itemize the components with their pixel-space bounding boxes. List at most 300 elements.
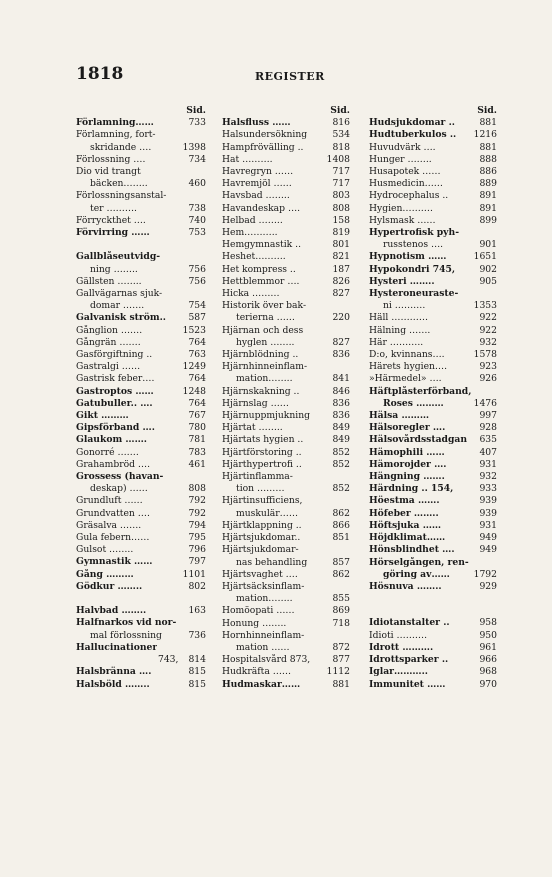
index-page-ref: 905 <box>479 275 497 287</box>
index-page-ref: 815 <box>188 678 206 690</box>
index-term: Häftplåsterförband, <box>369 385 472 397</box>
index-page-ref: 949 <box>479 544 497 556</box>
index-term: Halsböld …….. <box>76 678 150 690</box>
index-page-ref: 763 <box>188 349 206 361</box>
index-entry <box>369 666 497 678</box>
index-page-ref: 1248 <box>182 385 206 397</box>
index-entry <box>76 178 206 190</box>
index-page-ref: 881 <box>332 678 350 690</box>
index-page-ref: 932 <box>479 471 497 483</box>
index-term: Förlamning…… <box>76 117 154 129</box>
index-entry <box>76 581 206 593</box>
index-page-ref: 1249 <box>182 361 206 373</box>
index-entry <box>222 459 350 471</box>
index-page-ref: 827 <box>332 288 350 300</box>
index-entry <box>369 447 497 459</box>
index-entry <box>369 557 497 569</box>
index-term: Förryckthet …. <box>76 214 146 226</box>
index-term: Havsbad …….. <box>222 190 290 202</box>
index-term: D:o, kvinnans…. <box>369 349 445 361</box>
index-page-ref: 1216 <box>473 129 497 141</box>
index-entry <box>222 300 350 312</box>
index-entry <box>76 605 206 617</box>
index-term: Hospitalsvård 873, <box>222 654 311 666</box>
index-page-ref: 1112 <box>326 666 350 678</box>
index-entry <box>222 532 350 544</box>
index-term: Grahambröd …. <box>76 458 151 470</box>
index-term: Höestma ……. <box>369 495 440 507</box>
index-entry <box>222 190 350 202</box>
index-page-ref: 1792 <box>473 568 497 580</box>
index-term: Härets hygien…. <box>369 361 448 373</box>
index-term: Hjärnblödning .. <box>222 349 299 361</box>
index-entry <box>222 569 350 581</box>
index-term: Gällsten …….. <box>76 275 142 287</box>
index-page-ref: 877 <box>332 654 350 666</box>
index-entry <box>76 300 206 312</box>
index-term: Häll ………… <box>369 312 429 324</box>
index-page-ref: 922 <box>479 324 497 336</box>
index-entry <box>222 422 350 434</box>
index-page-ref: 866 <box>332 519 350 531</box>
index-entry <box>369 654 497 666</box>
index-term: Gång ……… <box>76 568 134 580</box>
index-term: Hjärtinsufficiens, <box>222 495 303 507</box>
index-entry <box>369 471 497 483</box>
index-entry <box>222 227 350 239</box>
index-entry <box>222 544 350 556</box>
index-page-ref: 1476 <box>473 397 497 409</box>
column-header: Sid. <box>186 105 206 116</box>
index-page-ref: 764 <box>188 373 206 385</box>
index-entry <box>369 361 497 373</box>
index-term: Idiotanstalter .. <box>369 617 450 629</box>
column-header: Sid. <box>330 105 350 116</box>
index-term: Idioti ………. <box>369 629 428 641</box>
index-page-ref: 836 <box>332 397 350 409</box>
index-term: Gulsot …….. <box>76 544 134 556</box>
index-entry <box>76 264 206 276</box>
index-term: ni ………. <box>383 300 426 312</box>
index-page-ref: 997 <box>479 410 497 422</box>
index-term: Hydrocephalus .. <box>369 190 449 202</box>
index-page-ref: 862 <box>332 507 350 519</box>
index-entry <box>222 434 350 446</box>
index-term: Gasförgiftning .. <box>76 349 153 361</box>
index-page-ref: 158 <box>332 214 350 226</box>
index-entry <box>76 398 206 410</box>
index-entry <box>76 337 206 349</box>
index-term: Hälsa ……… <box>369 410 430 422</box>
index-page-ref: 792 <box>188 495 206 507</box>
index-term: Halsbränna …. <box>76 666 152 678</box>
entry-list <box>76 117 206 691</box>
index-page-ref: 736 <box>188 629 206 641</box>
index-term: Roses ……… <box>383 397 444 409</box>
index-term: Idrottsparker .. <box>369 654 449 666</box>
index-entry <box>76 471 206 483</box>
index-entry <box>222 386 350 398</box>
index-term: mal förlossning <box>90 629 162 641</box>
index-page-ref: 814 <box>188 654 206 666</box>
index-term: Hjärnslag …… <box>222 397 289 409</box>
section-gap <box>76 593 206 605</box>
index-entry <box>76 483 206 495</box>
index-term: Härdning .. 154, <box>369 483 454 495</box>
index-entry <box>76 227 206 239</box>
index-page-ref: 756 <box>188 275 206 287</box>
index-term: Gödkur …….. <box>76 580 143 592</box>
index-entry <box>76 117 206 129</box>
index-entry <box>222 483 350 495</box>
index-entry <box>76 617 206 629</box>
index-entry <box>222 398 350 410</box>
index-term: Huvudvärk …. <box>369 141 436 153</box>
index-entry <box>369 215 497 227</box>
index-column-2 <box>222 105 350 691</box>
index-term: Hämophili …… <box>369 446 445 458</box>
index-entry <box>369 544 497 556</box>
index-term: Hörselgången, ren- <box>369 556 469 568</box>
index-term: Hjärtsjukdomar- <box>222 544 299 556</box>
index-entry <box>369 495 497 507</box>
index-entry <box>369 386 497 398</box>
index-entry <box>76 532 206 544</box>
index-entry <box>369 508 497 520</box>
index-page-ref: 717 <box>332 166 350 177</box>
index-term: deskap) …… <box>90 483 148 495</box>
index-entry <box>222 264 350 276</box>
index-entry <box>222 337 350 349</box>
index-entry <box>369 422 497 434</box>
index-term: Hjärthypertrofi .. <box>222 458 302 470</box>
index-term: Hjärtat …….. <box>222 422 283 434</box>
index-page-ref: 460 <box>188 178 206 190</box>
index-column-3 <box>369 105 497 691</box>
index-entry <box>369 300 497 312</box>
index-page-ref: 899 <box>479 214 497 226</box>
index-page-ref: 849 <box>332 422 350 434</box>
index-entry <box>222 520 350 532</box>
index-page-ref: 857 <box>332 556 350 568</box>
index-term: Dio vid trangt <box>76 166 141 177</box>
index-term: Gallvägarnas sjuk- <box>76 288 163 300</box>
index-term: Gatubuller.. …. <box>76 397 153 409</box>
index-entry <box>222 593 350 605</box>
index-term: ning …….. <box>90 263 138 275</box>
index-page-ref: 818 <box>332 141 350 153</box>
index-entry <box>369 264 497 276</box>
index-page-ref: 803 <box>332 190 350 202</box>
index-page-ref: 891 <box>479 202 497 214</box>
index-term: mation…….. <box>236 373 293 385</box>
index-term: ter ………. <box>90 202 137 214</box>
index-page-ref: 1651 <box>473 251 497 263</box>
index-page-ref: 933 <box>479 483 497 495</box>
column-header: Sid. <box>477 105 497 116</box>
index-term: Förlossningsanstal- <box>76 190 167 202</box>
index-entry <box>76 642 206 654</box>
index-term: Hicka ……… <box>222 288 280 300</box>
index-entry <box>76 325 206 337</box>
index-page-ref: 928 <box>479 422 497 434</box>
index-page-ref: 869 <box>332 605 350 617</box>
entry-list <box>222 117 350 691</box>
index-entry <box>222 630 350 642</box>
index-page-ref: 852 <box>332 483 350 495</box>
index-term: Hjärnan och dess <box>222 324 304 336</box>
index-term: Gula febern…… <box>76 532 150 544</box>
index-page-ref: 1353 <box>473 300 497 312</box>
index-entry <box>222 654 350 666</box>
index-term: Husmedicin…… <box>369 178 443 190</box>
index-term: Höjdklimat…… <box>369 532 446 544</box>
index-term: Hämorojder …. <box>369 458 447 470</box>
index-entry <box>369 520 497 532</box>
index-entry <box>222 605 350 617</box>
index-entry <box>222 215 350 227</box>
index-term: Hjärtinflamma- <box>222 471 293 483</box>
index-term: Hjärtklappning .. <box>222 519 302 531</box>
index-page-ref: 922 <box>479 312 497 324</box>
index-term: Hönsblindhet …. <box>369 544 455 556</box>
index-page-ref: 794 <box>188 519 206 531</box>
index-term: Havremjöl …… <box>222 178 292 190</box>
index-term: Hälsoregler …. <box>369 422 446 434</box>
index-entry <box>76 129 206 141</box>
index-entry <box>369 190 497 202</box>
index-entry <box>369 203 497 215</box>
index-entry <box>369 410 497 422</box>
index-page-ref: 827 <box>332 336 350 348</box>
index-term: nas behandling <box>236 556 308 568</box>
index-entry <box>369 239 497 251</box>
index-entry <box>222 203 350 215</box>
index-term: Gikt ……… <box>76 410 129 422</box>
page-number: 1818 <box>76 64 124 84</box>
index-entry <box>222 666 350 678</box>
index-term: terierna …… <box>236 312 295 324</box>
index-term: Hjärtförstoring .. <box>222 446 302 458</box>
index-entry <box>369 617 497 629</box>
index-term: Halvbad …….. <box>76 605 147 617</box>
index-term: Hängning ……. <box>369 471 445 483</box>
index-page-ref: 738 <box>188 202 206 214</box>
index-entry <box>369 581 497 593</box>
index-term: Hudkräfta …… <box>222 666 292 678</box>
index-term: Grundvatten …. <box>76 507 150 519</box>
index-entry <box>76 288 206 300</box>
index-term: Hornhinneinflam- <box>222 629 305 641</box>
index-term: Höftsjuka …… <box>369 519 442 531</box>
index-page-ref: 931 <box>479 458 497 470</box>
index-term: Hjärtsäcksinflam- <box>222 580 305 592</box>
index-entry <box>76 386 206 398</box>
index-term: Hallucinationer <box>76 641 158 653</box>
index-term: bäcken…….. <box>90 178 148 190</box>
index-term: Gallblåseutvidg- <box>76 251 161 263</box>
index-page-ref: 872 <box>332 641 350 653</box>
index-column-1 <box>76 105 206 691</box>
index-term: mation …… <box>236 641 290 653</box>
index-term: Historik över bak- <box>222 300 307 312</box>
index-term: Halsundersökning <box>222 129 308 141</box>
index-term: Hudtuberkulos .. <box>369 129 457 141</box>
index-term: Gastralgi …… <box>76 361 141 373</box>
index-term: Gymnastik …… <box>76 556 153 568</box>
index-page-ref: 796 <box>188 544 206 556</box>
index-page-ref: 163 <box>188 605 206 617</box>
index-entry <box>369 325 497 337</box>
index-entry <box>76 495 206 507</box>
index-term: Idrott ………. <box>369 641 434 653</box>
index-entry <box>369 312 497 324</box>
index-term: Hjärnskakning .. <box>222 385 300 397</box>
index-term: Hälning ……. <box>369 324 431 336</box>
index-entry <box>76 142 206 154</box>
index-page-ref: 929 <box>479 580 497 592</box>
index-entry <box>76 203 206 215</box>
index-page-ref: 797 <box>188 556 206 568</box>
index-page-ref: 886 <box>479 166 497 177</box>
index-term: Hjärtsvaghet …. <box>222 568 298 580</box>
index-term: Hysteroneuraste- <box>369 288 459 300</box>
index-term: Hälsovårdsstadgan <box>369 434 468 446</box>
index-page-ref: 968 <box>479 666 497 678</box>
index-term: Halfnarkos vid nor- <box>76 617 177 629</box>
index-term: Gastrisk feber…. <box>76 373 155 385</box>
index-page-ref: 862 <box>332 568 350 580</box>
index-entry <box>369 398 497 410</box>
index-entry <box>222 129 350 141</box>
index-page-ref: 1523 <box>182 324 206 336</box>
index-entry <box>222 178 350 190</box>
index-page-ref: 461 <box>188 458 206 470</box>
index-page-ref: 587 <box>188 312 206 324</box>
index-page-ref: 852 <box>332 458 350 470</box>
index-page-ref: 961 <box>479 641 497 653</box>
index-entry <box>222 447 350 459</box>
index-term: Hjärtats hygien .. <box>222 434 304 446</box>
index-page-ref: 949 <box>479 532 497 544</box>
index-term: domar ……. <box>90 300 145 312</box>
index-page-ref: 808 <box>188 483 206 495</box>
index-entry <box>76 410 206 422</box>
index-entry <box>369 483 497 495</box>
index-page-ref: 923 <box>479 361 497 373</box>
index-page-ref: 950 <box>479 629 497 641</box>
index-term: Het kompress .. <box>222 263 296 275</box>
index-entry <box>222 276 350 288</box>
index-page-ref: 764 <box>188 336 206 348</box>
index-term: russtenos …. <box>383 239 444 251</box>
index-page-ref: 891 <box>479 190 497 202</box>
index-page-ref: 902 <box>479 263 497 275</box>
index-page-ref: 808 <box>332 202 350 214</box>
index-entry <box>222 361 350 373</box>
index-term: Hunger …….. <box>369 153 432 165</box>
index-entry <box>76 556 206 568</box>
index-entry <box>76 630 206 642</box>
index-term: Husapotek …… <box>369 166 441 177</box>
index-entry <box>369 373 497 385</box>
index-page-ref: 846 <box>332 385 350 397</box>
index-term: Havandeskap …. <box>222 202 301 214</box>
index-term: Hampfrövälling .. <box>222 141 304 153</box>
index-term: Glaukom ……. <box>76 434 147 446</box>
index-term: Hjärnuppmjukning <box>222 410 311 422</box>
index-entry <box>369 166 497 178</box>
index-page-ref: 1398 <box>182 141 206 153</box>
index-entry <box>222 117 350 129</box>
index-entry <box>369 630 497 642</box>
index-entry <box>369 349 497 361</box>
index-page-ref: 901 <box>479 239 497 251</box>
index-term: Gångrän ……. <box>76 336 141 348</box>
index-entry <box>76 190 206 202</box>
index-entry <box>369 227 497 239</box>
index-term: Honung …….. <box>222 617 287 629</box>
index-page-ref: 1408 <box>326 153 350 165</box>
index-page-ref: 966 <box>479 654 497 666</box>
index-term: Hjärtsjukdomar.. <box>222 532 301 544</box>
index-term: Havregryn …… <box>222 166 294 177</box>
index-term: Gonorré ……. <box>76 446 139 458</box>
index-term: Hjärnhinneinflam- <box>222 361 308 373</box>
index-term: 743, <box>157 654 179 666</box>
index-entry <box>76 520 206 532</box>
entry-list <box>369 117 497 691</box>
index-page-ref: 754 <box>188 300 206 312</box>
index-page-ref: 889 <box>479 178 497 190</box>
index-term: Hat ………. <box>222 153 273 165</box>
index-term: Förlamning, fort- <box>76 129 156 141</box>
index-term: Immunitet …… <box>369 678 446 690</box>
index-entry <box>222 349 350 361</box>
index-term: mation…….. <box>236 593 293 605</box>
index-term: Förvirring …… <box>76 227 150 239</box>
index-entry <box>222 154 350 166</box>
index-term: Höfeber …….. <box>369 507 439 519</box>
index-entry <box>369 337 497 349</box>
index-term: göring av…… <box>383 568 450 580</box>
index-entry <box>369 117 497 129</box>
index-page-ref: 717 <box>332 178 350 190</box>
index-term: muskulär…… <box>236 507 299 519</box>
index-entry <box>369 276 497 288</box>
index-entry <box>76 679 206 691</box>
index-page-ref: 926 <box>479 373 497 385</box>
index-term: Homöopati …… <box>222 605 295 617</box>
index-page-ref: 187 <box>332 263 350 275</box>
index-entry <box>222 239 350 251</box>
index-page-ref: 733 <box>188 117 206 129</box>
index-page-ref: 888 <box>479 153 497 165</box>
index-page-ref: 1101 <box>182 568 206 580</box>
index-term: Heshet………. <box>222 251 286 263</box>
index-page-ref: 855 <box>332 593 350 605</box>
index-page-ref: 836 <box>332 410 350 422</box>
index-entry <box>369 178 497 190</box>
index-entry <box>76 361 206 373</box>
index-entry <box>222 508 350 520</box>
index-entry <box>76 215 206 227</box>
index-page-ref: 801 <box>332 239 350 251</box>
index-page-ref: 767 <box>188 410 206 422</box>
index-entry <box>76 544 206 556</box>
index-entry <box>222 312 350 324</box>
index-entry <box>222 642 350 654</box>
